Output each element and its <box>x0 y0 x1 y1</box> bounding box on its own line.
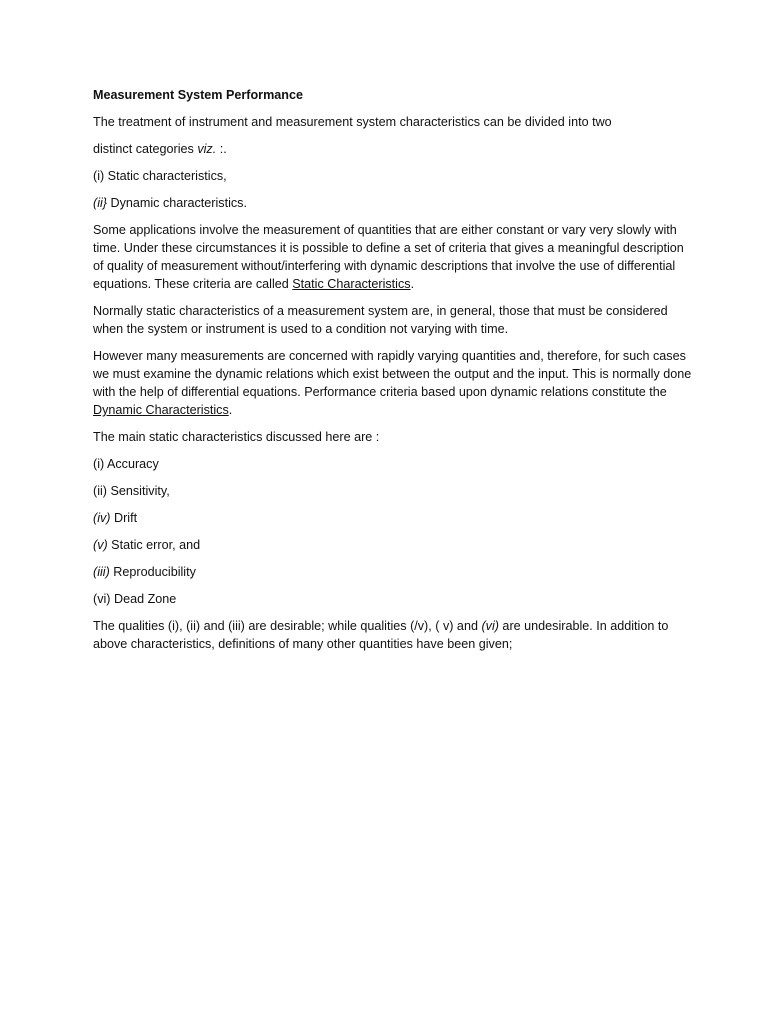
list-item-text: Static error, and <box>107 538 201 552</box>
paragraph-dynamic <box>93 347 693 419</box>
category-static: (i) Static characteristics, <box>93 169 227 183</box>
page-title: Measurement System Performance <box>93 88 303 102</box>
category-dynamic <box>93 194 693 212</box>
closing-text-end: are undesirable. In addition to above characteristics, definitions of many other quantities have been given; <box>93 619 669 651</box>
closing-text: The qualities (i), (ii) and (iii) are desirable; while qualities (/v), ( v) and <box>93 619 482 633</box>
intro-line-2-text: distinct categories <box>93 142 198 156</box>
intro-line-1: The treatment of instrument and measurement system characteristics can be divided into two <box>93 115 612 129</box>
paragraph-dynamic-text: However many measurements are concerned with rapidly varying quantities and, therefore, for such cases we must examine the dynamic relations which exist between the output and the input. This is normally done with the help of differential equations. Performance criteria based upon dynamic relations constitute the <box>93 349 692 399</box>
intro-line-2 <box>93 140 693 158</box>
list-item-number: (iii) <box>93 565 110 579</box>
list-item-number: (v) <box>93 538 108 552</box>
list-item-number: (iv) <box>93 511 111 525</box>
category-dynamic-text: Dynamic characteristics. <box>107 196 247 210</box>
static-characteristics-term: Static Characteristics <box>292 277 411 291</box>
category-dynamic-number: (ii} <box>93 196 107 210</box>
paragraph-dynamic-end: . <box>228 403 233 417</box>
list-item <box>93 509 693 527</box>
list-item: (vi) Dead Zone <box>93 592 177 606</box>
document-page <box>93 86 693 662</box>
list-item-text: Reproducibility <box>109 565 196 579</box>
paragraph-static-text: Some applications involve the measurement of quantities that are either constant or vary very slowly with time. Under these circumstances it is possible to define a set of criteria that gives a meaningful description of quality of measurement without/interfering with dynamic descriptions that involve the use of differential equations. These criteria are called <box>93 223 684 291</box>
paragraph-static-end: . <box>410 277 415 291</box>
paragraph-static <box>93 221 693 293</box>
list-intro: The main static characteristics discussed here are : <box>93 430 380 444</box>
list-item <box>93 536 693 554</box>
list-item: (ii) Sensitivity, <box>93 484 170 498</box>
closing-vi: (vi) <box>481 619 499 633</box>
dynamic-characteristics-term: Dynamic Characteristics <box>93 403 229 417</box>
intro-line-2-end: :. <box>216 142 227 156</box>
closing-paragraph <box>93 617 693 653</box>
paragraph-normally: Normally static characteristics of a measurement system are, in general, those that must be considered when the system or instrument is used to a condition not varying with time. <box>93 304 668 336</box>
list-item-text: Drift <box>110 511 138 525</box>
list-item <box>93 563 693 581</box>
list-item: (i) Accuracy <box>93 457 159 471</box>
viz-text: viz. <box>197 142 217 156</box>
